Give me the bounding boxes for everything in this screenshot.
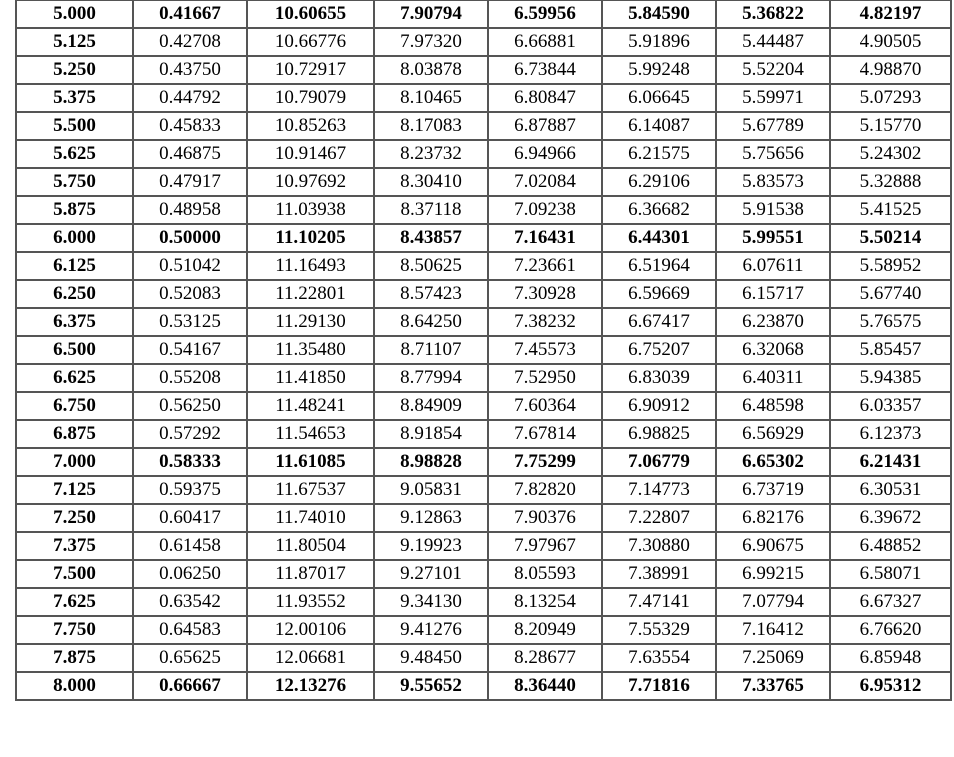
table-cell: 5.91538 (716, 196, 830, 224)
table-cell: 9.41276 (374, 616, 488, 644)
table-cell: 11.22801 (247, 280, 374, 308)
table-cell: 5.32888 (830, 168, 951, 196)
table-cell: 8.91854 (374, 420, 488, 448)
table-row (16, 140, 951, 168)
row-key-cell: 7.250 (16, 504, 133, 532)
table-cell: 6.29106 (602, 168, 716, 196)
table-cell: 7.16431 (488, 224, 602, 252)
table-cell: 7.30880 (602, 532, 716, 560)
row-key-cell: 7.875 (16, 644, 133, 672)
table-row (16, 252, 951, 280)
table-cell: 8.57423 (374, 280, 488, 308)
table-row (16, 280, 951, 308)
table-cell: 8.17083 (374, 112, 488, 140)
table-cell: 10.66776 (247, 28, 374, 56)
table-cell: 11.61085 (247, 448, 374, 476)
table-row (16, 392, 951, 420)
table-cell: 5.36822 (716, 0, 830, 28)
table-cell: 6.83039 (602, 364, 716, 392)
row-key-cell: 6.625 (16, 364, 133, 392)
table-cell: 4.82197 (830, 0, 951, 28)
table-cell: 0.56250 (133, 392, 247, 420)
table-cell: 4.98870 (830, 56, 951, 84)
table-cell: 0.51042 (133, 252, 247, 280)
table-cell: 0.59375 (133, 476, 247, 504)
table-cell: 8.43857 (374, 224, 488, 252)
table-cell: 7.90794 (374, 0, 488, 28)
table-cell: 0.06250 (133, 560, 247, 588)
table-cell: 6.12373 (830, 420, 951, 448)
table-cell: 8.03878 (374, 56, 488, 84)
table-cell: 12.06681 (247, 644, 374, 672)
table-cell: 0.47917 (133, 168, 247, 196)
table-cell: 11.29130 (247, 308, 374, 336)
table-cell: 6.40311 (716, 364, 830, 392)
table-cell: 6.15717 (716, 280, 830, 308)
table-cell: 6.87887 (488, 112, 602, 140)
table-cell: 5.58952 (830, 252, 951, 280)
table-cell: 0.63542 (133, 588, 247, 616)
table-cell: 4.90505 (830, 28, 951, 56)
row-key-cell: 6.375 (16, 308, 133, 336)
table-cell: 6.73844 (488, 56, 602, 84)
table-cell: 7.82820 (488, 476, 602, 504)
table-row (16, 364, 951, 392)
row-key-cell: 7.625 (16, 588, 133, 616)
table-cell: 0.52083 (133, 280, 247, 308)
table-cell: 11.03938 (247, 196, 374, 224)
row-key-cell: 7.125 (16, 476, 133, 504)
table-cell: 7.23661 (488, 252, 602, 280)
table-cell: 6.99215 (716, 560, 830, 588)
table-cell: 5.41525 (830, 196, 951, 224)
table-cell: 6.90912 (602, 392, 716, 420)
table-cell: 6.94966 (488, 140, 602, 168)
row-key-cell: 5.000 (16, 0, 133, 28)
table-cell: 0.43750 (133, 56, 247, 84)
table-cell: 11.54653 (247, 420, 374, 448)
table-row (16, 560, 951, 588)
table-cell: 6.06645 (602, 84, 716, 112)
table-cell: 12.13276 (247, 672, 374, 700)
table-cell: 6.67417 (602, 308, 716, 336)
table-cell: 6.21575 (602, 140, 716, 168)
table-cell: 8.13254 (488, 588, 602, 616)
table-cell: 5.99551 (716, 224, 830, 252)
table-row (16, 672, 951, 700)
table-cell: 0.58333 (133, 448, 247, 476)
row-key-cell: 8.000 (16, 672, 133, 700)
table-cell: 11.48241 (247, 392, 374, 420)
table-cell: 0.54167 (133, 336, 247, 364)
table-cell: 5.91896 (602, 28, 716, 56)
table-cell: 6.32068 (716, 336, 830, 364)
table-cell: 10.79079 (247, 84, 374, 112)
table-cell: 6.73719 (716, 476, 830, 504)
table-cell: 6.66881 (488, 28, 602, 56)
table-cell: 7.97320 (374, 28, 488, 56)
table-cell: 5.76575 (830, 308, 951, 336)
table-cell: 6.58071 (830, 560, 951, 588)
row-key-cell: 6.125 (16, 252, 133, 280)
table-cell: 5.52204 (716, 56, 830, 84)
table-cell: 7.60364 (488, 392, 602, 420)
table-cell: 0.57292 (133, 420, 247, 448)
table-cell: 8.98828 (374, 448, 488, 476)
row-key-cell: 5.625 (16, 140, 133, 168)
table-cell: 11.41850 (247, 364, 374, 392)
table-cell: 6.95312 (830, 672, 951, 700)
row-key-cell: 7.375 (16, 532, 133, 560)
table-row (16, 308, 951, 336)
table-cell: 10.91467 (247, 140, 374, 168)
row-key-cell: 7.000 (16, 448, 133, 476)
row-key-cell: 5.375 (16, 84, 133, 112)
table-cell: 5.44487 (716, 28, 830, 56)
table-cell: 7.45573 (488, 336, 602, 364)
table-cell: 8.77994 (374, 364, 488, 392)
table-cell: 6.82176 (716, 504, 830, 532)
table-cell: 6.90675 (716, 532, 830, 560)
table-row (16, 616, 951, 644)
table-cell: 5.50214 (830, 224, 951, 252)
table-cell: 6.03357 (830, 392, 951, 420)
table-cell: 7.22807 (602, 504, 716, 532)
table-cell: 6.56929 (716, 420, 830, 448)
table-cell: 0.41667 (133, 0, 247, 28)
table-row (16, 168, 951, 196)
table-cell: 8.23732 (374, 140, 488, 168)
table-cell: 12.00106 (247, 616, 374, 644)
row-key-cell: 6.250 (16, 280, 133, 308)
table-cell: 0.53125 (133, 308, 247, 336)
table-cell: 7.67814 (488, 420, 602, 448)
table-cell: 6.44301 (602, 224, 716, 252)
table-cell: 5.07293 (830, 84, 951, 112)
table-row (16, 196, 951, 224)
table-cell: 8.71107 (374, 336, 488, 364)
table-row (16, 224, 951, 252)
table-cell: 5.83573 (716, 168, 830, 196)
table-row (16, 588, 951, 616)
table-cell: 9.19923 (374, 532, 488, 560)
table-cell: 0.44792 (133, 84, 247, 112)
table-cell: 7.07794 (716, 588, 830, 616)
table-cell: 7.97967 (488, 532, 602, 560)
table-cell: 6.76620 (830, 616, 951, 644)
table-cell: 6.59669 (602, 280, 716, 308)
table-cell: 0.50000 (133, 224, 247, 252)
table-row (16, 28, 951, 56)
table-cell: 6.14087 (602, 112, 716, 140)
table-cell: 5.15770 (830, 112, 951, 140)
table-cell: 11.87017 (247, 560, 374, 588)
table-cell: 5.24302 (830, 140, 951, 168)
row-key-cell: 6.750 (16, 392, 133, 420)
table-cell: 0.65625 (133, 644, 247, 672)
row-key-cell: 7.500 (16, 560, 133, 588)
table-cell: 5.94385 (830, 364, 951, 392)
table-cell: 8.37118 (374, 196, 488, 224)
table-cell: 9.12863 (374, 504, 488, 532)
table-cell: 11.80504 (247, 532, 374, 560)
table-cell: 11.35480 (247, 336, 374, 364)
data-table-container (15, 0, 952, 701)
table-cell: 5.67740 (830, 280, 951, 308)
table-row (16, 644, 951, 672)
table-cell: 7.71816 (602, 672, 716, 700)
table-cell: 8.64250 (374, 308, 488, 336)
table-cell: 7.16412 (716, 616, 830, 644)
table-cell: 8.10465 (374, 84, 488, 112)
table-cell: 8.84909 (374, 392, 488, 420)
table-cell: 7.25069 (716, 644, 830, 672)
table-row (16, 476, 951, 504)
table-cell: 7.63554 (602, 644, 716, 672)
table-cell: 0.45833 (133, 112, 247, 140)
row-key-cell: 7.750 (16, 616, 133, 644)
table-cell: 0.66667 (133, 672, 247, 700)
table-row (16, 448, 951, 476)
row-key-cell: 5.500 (16, 112, 133, 140)
table-cell: 10.60655 (247, 0, 374, 28)
data-table (15, 0, 952, 701)
table-cell: 7.38991 (602, 560, 716, 588)
table-cell: 6.98825 (602, 420, 716, 448)
table-cell: 11.10205 (247, 224, 374, 252)
table-cell: 11.16493 (247, 252, 374, 280)
table-cell: 0.60417 (133, 504, 247, 532)
table-cell: 0.42708 (133, 28, 247, 56)
table-cell: 9.05831 (374, 476, 488, 504)
table-cell: 11.67537 (247, 476, 374, 504)
table-cell: 5.85457 (830, 336, 951, 364)
table-cell: 7.90376 (488, 504, 602, 532)
table-cell: 9.55652 (374, 672, 488, 700)
row-key-cell: 5.750 (16, 168, 133, 196)
table-cell: 7.38232 (488, 308, 602, 336)
table-cell: 5.67789 (716, 112, 830, 140)
table-row (16, 504, 951, 532)
row-key-cell: 5.250 (16, 56, 133, 84)
table-cell: 8.50625 (374, 252, 488, 280)
table-row (16, 56, 951, 84)
table-cell: 6.59956 (488, 0, 602, 28)
table-cell: 7.75299 (488, 448, 602, 476)
table-cell: 8.36440 (488, 672, 602, 700)
table-cell: 5.99248 (602, 56, 716, 84)
table-row (16, 532, 951, 560)
table-cell: 7.47141 (602, 588, 716, 616)
table-cell: 7.02084 (488, 168, 602, 196)
table-cell: 8.05593 (488, 560, 602, 588)
table-cell: 10.85263 (247, 112, 374, 140)
table-cell: 5.59971 (716, 84, 830, 112)
table-cell: 6.23870 (716, 308, 830, 336)
table-cell: 7.14773 (602, 476, 716, 504)
table-cell: 6.75207 (602, 336, 716, 364)
row-key-cell: 6.000 (16, 224, 133, 252)
table-cell: 9.34130 (374, 588, 488, 616)
table-cell: 7.55329 (602, 616, 716, 644)
table-cell: 6.30531 (830, 476, 951, 504)
table-cell: 6.39672 (830, 504, 951, 532)
table-cell: 0.48958 (133, 196, 247, 224)
table-cell: 7.52950 (488, 364, 602, 392)
table-cell: 0.55208 (133, 364, 247, 392)
table-cell: 6.80847 (488, 84, 602, 112)
table-row (16, 420, 951, 448)
table-cell: 7.30928 (488, 280, 602, 308)
table-cell: 9.48450 (374, 644, 488, 672)
table-cell: 9.27101 (374, 560, 488, 588)
table-cell: 6.85948 (830, 644, 951, 672)
table-cell: 0.61458 (133, 532, 247, 560)
table-row (16, 112, 951, 140)
table-cell: 6.07611 (716, 252, 830, 280)
table-row (16, 84, 951, 112)
table-cell: 6.51964 (602, 252, 716, 280)
table-cell: 8.30410 (374, 168, 488, 196)
table-cell: 10.97692 (247, 168, 374, 196)
table-row (16, 0, 951, 28)
table-cell: 8.20949 (488, 616, 602, 644)
row-key-cell: 5.125 (16, 28, 133, 56)
table-cell: 0.64583 (133, 616, 247, 644)
table-cell: 10.72917 (247, 56, 374, 84)
table-cell: 5.84590 (602, 0, 716, 28)
table-cell: 5.75656 (716, 140, 830, 168)
table-cell: 7.33765 (716, 672, 830, 700)
table-cell: 7.06779 (602, 448, 716, 476)
table-cell: 6.65302 (716, 448, 830, 476)
row-key-cell: 6.875 (16, 420, 133, 448)
table-row (16, 336, 951, 364)
table-cell: 11.93552 (247, 588, 374, 616)
table-cell: 7.09238 (488, 196, 602, 224)
table-body (16, 0, 951, 700)
table-cell: 6.67327 (830, 588, 951, 616)
row-key-cell: 5.875 (16, 196, 133, 224)
table-cell: 8.28677 (488, 644, 602, 672)
table-cell: 6.21431 (830, 448, 951, 476)
table-cell: 6.48598 (716, 392, 830, 420)
table-cell: 6.36682 (602, 196, 716, 224)
table-cell: 6.48852 (830, 532, 951, 560)
row-key-cell: 6.500 (16, 336, 133, 364)
table-cell: 0.46875 (133, 140, 247, 168)
table-cell: 11.74010 (247, 504, 374, 532)
